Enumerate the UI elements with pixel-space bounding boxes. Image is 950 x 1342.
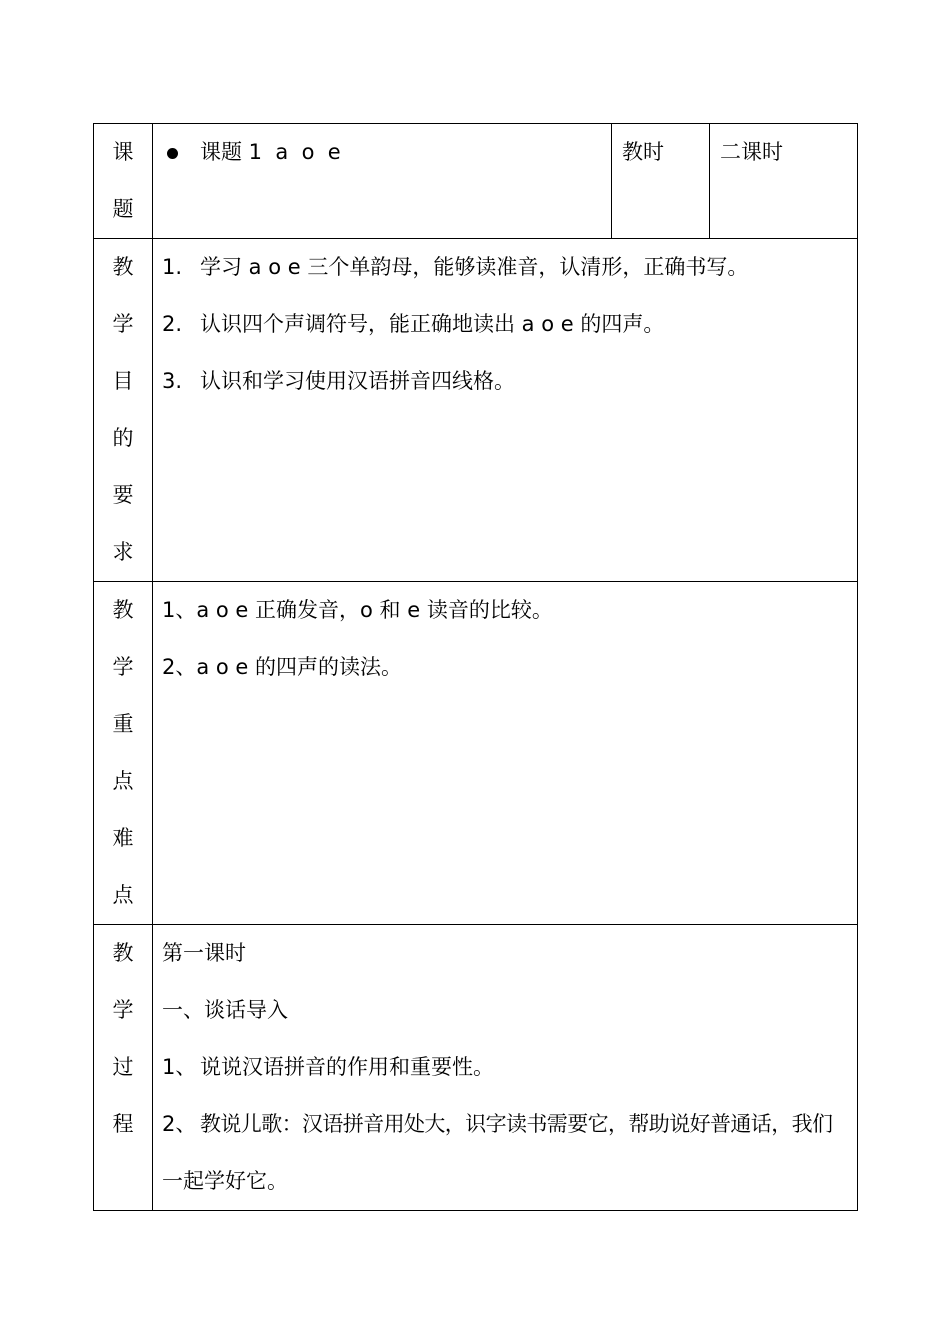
key-points-label-char: 教 <box>112 598 134 622</box>
topic-label-cell <box>94 124 153 239</box>
process-item <box>162 1039 851 1096</box>
objectives-label-char: 学 <box>112 312 134 336</box>
objective-item <box>162 353 851 410</box>
key-points-label-char: 学 <box>112 655 134 679</box>
objective-number: 3. <box>162 369 183 393</box>
period-value: 二课时 <box>720 140 783 164</box>
objective-number: 1. <box>162 255 183 279</box>
period-value-cell <box>710 124 858 239</box>
objective-item <box>162 239 851 296</box>
process-label-char: 教 <box>112 941 134 965</box>
process-item-text: 教说儿歌：汉语拼音用处大，识字读书需要它，帮助说好普通话，我们 <box>200 1112 833 1136</box>
process-item <box>162 1096 851 1153</box>
key-points-label-char: 点 <box>112 883 134 907</box>
lesson-plan-table <box>93 123 858 1211</box>
objectives-cell <box>153 239 858 582</box>
objective-number: 2. <box>162 312 183 336</box>
process-item-number: 2、 <box>162 1112 197 1136</box>
objectives-row <box>94 239 858 582</box>
process-label-char: 过 <box>112 1055 134 1079</box>
objectives-label-cell <box>94 239 153 582</box>
key-points-label-cell <box>94 582 153 925</box>
topic-cell <box>153 124 612 239</box>
process-item-text: 说说汉语拼音的作用和重要性。 <box>200 1055 494 1079</box>
bullet-icon <box>162 124 200 181</box>
objective-text: 认识四个声调符号，能正确地读出 a o e 的四声。 <box>200 312 665 336</box>
process-label-cell <box>94 925 153 1211</box>
objective-item <box>162 296 851 353</box>
process-cell <box>153 925 858 1211</box>
period-label: 教时 <box>622 140 664 164</box>
key-points-cell <box>153 582 858 925</box>
process-period-heading: 第一课时 <box>162 941 246 965</box>
key-point-item: 2、a o e 的四声的读法。 <box>162 655 403 679</box>
topic-label-char: 课 <box>112 140 134 164</box>
objectives-label-char: 的 <box>112 426 134 450</box>
objective-text: 学习 a o e 三个单韵母，能够读准音，认清形，正确书写。 <box>200 255 749 279</box>
process-item-continuation: 一起学好它。 <box>162 1169 288 1193</box>
process-label-char: 程 <box>112 1112 134 1136</box>
key-points-row <box>94 582 858 925</box>
objectives-label-char: 目 <box>112 369 134 393</box>
key-points-label-char: 难 <box>112 826 134 850</box>
objectives-label-char: 教 <box>112 255 134 279</box>
key-points-label-char: 重 <box>112 712 134 736</box>
process-section-heading: 一、谈话导入 <box>162 998 288 1022</box>
topic-row <box>94 124 858 239</box>
topic-text: 课题 1 a o e <box>200 140 341 164</box>
process-item-number: 1、 <box>162 1055 197 1079</box>
topic-line <box>162 124 605 181</box>
key-points-label-char: 点 <box>112 769 134 793</box>
objectives-label-char: 求 <box>112 540 134 564</box>
process-row <box>94 925 858 1211</box>
objectives-label-char: 要 <box>112 483 134 507</box>
topic-label-char: 题 <box>112 197 134 221</box>
objective-text: 认识和学习使用汉语拼音四线格。 <box>200 369 515 393</box>
process-label-char: 学 <box>112 998 134 1022</box>
period-label-cell <box>612 124 710 239</box>
key-point-item: 1、a o e 正确发音，o 和 e 读音的比较。 <box>162 598 553 622</box>
